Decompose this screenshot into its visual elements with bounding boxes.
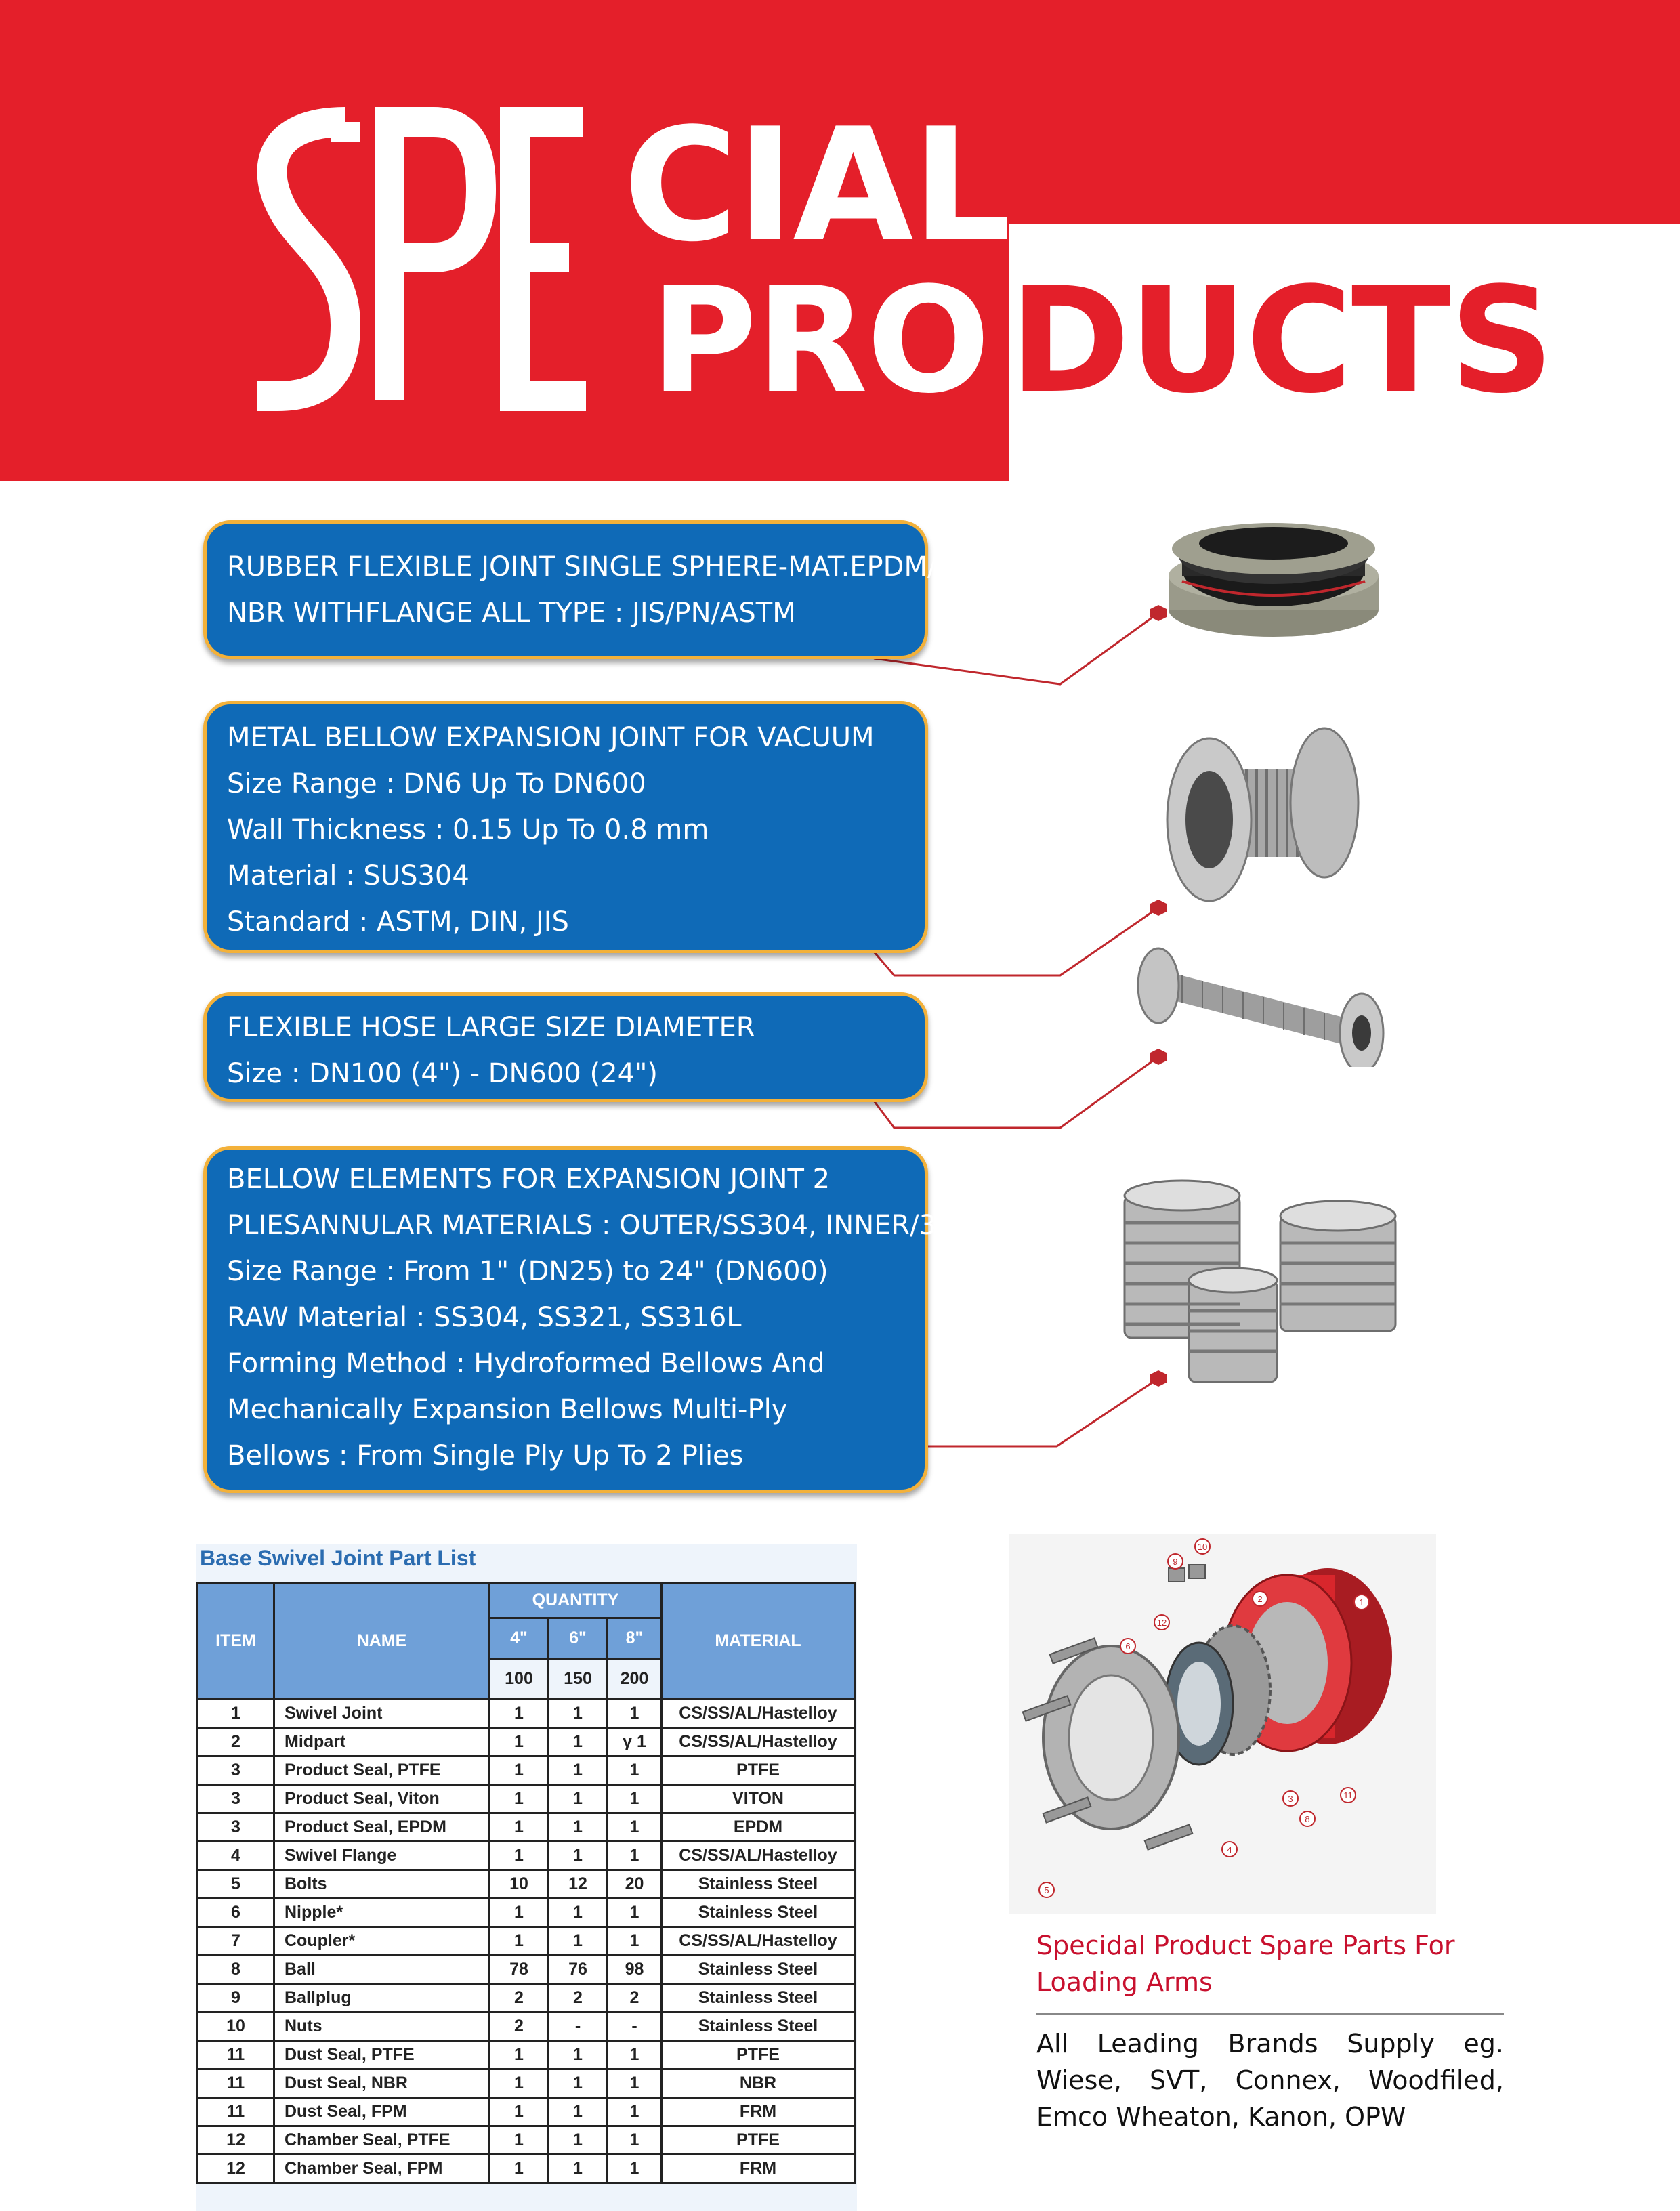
table-row (198, 2126, 855, 2155)
product-line: RUBBER FLEXIBLE JOINT SINGLE SPHERE-MAT.EPDM/ (227, 551, 937, 583)
table-row (198, 1956, 855, 1984)
cell-qty-8: 1 (608, 1899, 662, 1927)
cell-material: EPDM (662, 1813, 855, 1842)
cell-qty-6: - (549, 2013, 608, 2041)
cell-item: 3 (198, 1756, 274, 1785)
callout-label: 1 (1359, 1597, 1364, 1607)
cell-item: 11 (198, 2098, 274, 2126)
cell-item: 1 (198, 1700, 274, 1728)
table-row (198, 2155, 855, 2183)
header-material: MATERIAL (662, 1583, 855, 1700)
callout-label: 11 (1343, 1790, 1353, 1801)
spare-parts-title: Specidal Product Spare Parts For Loading Arms (1036, 1931, 1455, 1997)
table-row (198, 1700, 855, 1728)
cell-qty-8: 1 (608, 1785, 662, 1813)
product-line: Wall Thickness : 0.15 Up To 0.8 mm (227, 814, 709, 845)
cell-qty-8: 1 (608, 2069, 662, 2098)
product-box-flexible-hose (203, 992, 928, 1102)
header-item: ITEM (198, 1583, 274, 1700)
cell-item: 11 (198, 2041, 274, 2069)
product-line: Forming Method : Hydroformed Bellows And (227, 1348, 825, 1379)
cell-qty-8: 1 (608, 2098, 662, 2126)
cell-material: Stainless Steel (662, 2013, 855, 2041)
callout-label: 5 (1044, 1885, 1049, 1895)
cell-name: Nuts (274, 2013, 490, 2041)
header-size-dn: 200 (608, 1659, 662, 1700)
cell-qty-4: 1 (490, 1842, 549, 1870)
cell-material: CS/SS/AL/Hastelloy (662, 1700, 855, 1728)
cell-qty-4: 1 (490, 1756, 549, 1785)
cell-qty-6: 1 (549, 1899, 608, 1927)
cell-qty-4: 1 (490, 1899, 549, 1927)
product-line: METAL BELLOW EXPANSION JOINT FOR VACUUM (227, 722, 875, 753)
cell-qty-8: 1 (608, 2155, 662, 2183)
table-row (198, 2098, 855, 2126)
cell-qty-4: 1 (490, 2041, 549, 2069)
cell-item: 5 (198, 1870, 274, 1899)
cell-item: 3 (198, 1785, 274, 1813)
brands-supply-text: All Leading Brands Supply eg. Wiese, SVT, Connex, Woodfiled, Emco Wheaton, Kanon, OPW (1036, 2029, 1504, 2132)
cell-qty-4: 2 (490, 2013, 549, 2041)
cell-name: Ballplug (274, 1984, 490, 2013)
cell-qty-4: 1 (490, 1700, 549, 1728)
cell-item: 12 (198, 2155, 274, 2183)
cell-material: Stainless Steel (662, 1984, 855, 2013)
cell-qty-8: - (608, 2013, 662, 2041)
cell-qty-6: 1 (549, 2126, 608, 2155)
header-size-in: 8" (608, 1618, 662, 1659)
bellow-elements-icon (1118, 1168, 1409, 1392)
cell-material: Stainless Steel (662, 1899, 855, 1927)
cell-material: VITON (662, 1785, 855, 1813)
cell-material: Stainless Steel (662, 1870, 855, 1899)
cell-name: Product Seal, PTFE (274, 1756, 490, 1785)
product-line: Mechanically Expansion Bellows Multi-Ply (227, 1394, 788, 1425)
parts-table-body (198, 1700, 855, 2183)
cell-qty-8: 20 (608, 1870, 662, 1899)
cell-qty-6: 1 (549, 2041, 608, 2069)
cell-qty-6: 1 (549, 1785, 608, 1813)
header-pro: PRO (650, 255, 989, 425)
cell-material: CS/SS/AL/Hastelloy (662, 1728, 855, 1756)
cell-qty-8: 2 (608, 1984, 662, 2013)
cell-name: Ball (274, 1956, 490, 1984)
header-cial: CIAL (623, 96, 1010, 276)
parts-table-title: Base Swivel Joint Part List (200, 1546, 476, 1570)
product-line: Standard : ASTM, DIN, JIS (227, 906, 569, 938)
cell-material: Stainless Steel (662, 1956, 855, 1984)
cell-item: 2 (198, 1728, 274, 1756)
cell-qty-6: 1 (549, 1700, 608, 1728)
cell-qty-6: 1 (549, 2155, 608, 2183)
header-size-dn: 150 (549, 1659, 608, 1700)
cell-name: Product Seal, Viton (274, 1785, 490, 1813)
cell-qty-4: 1 (490, 1813, 549, 1842)
swivel-joint-exploded-diagram (1009, 1534, 1436, 1914)
cell-qty-6: 76 (549, 1956, 608, 1984)
cell-item: 11 (198, 2069, 274, 2098)
cell-qty-4: 1 (490, 2098, 549, 2126)
cell-material: PTFE (662, 2126, 855, 2155)
callout-label: 2 (1257, 1594, 1263, 1604)
cell-qty-6: 1 (549, 1842, 608, 1870)
callout-label: 9 (1173, 1557, 1178, 1567)
cell-name: Bolts (274, 1870, 490, 1899)
table-row (198, 1842, 855, 1870)
cell-material: CS/SS/AL/Hastelloy (662, 1842, 855, 1870)
cell-item: 9 (198, 1984, 274, 2013)
header-name: NAME (274, 1583, 490, 1700)
cell-qty-8: 98 (608, 1956, 662, 1984)
table-row (198, 2041, 855, 2069)
cell-qty-4: 1 (490, 1785, 549, 1813)
cell-qty-8: 1 (608, 1700, 662, 1728)
cell-name: Swivel Flange (274, 1842, 490, 1870)
product-line: Material : SUS304 (227, 860, 469, 891)
cell-qty-4: 1 (490, 2069, 549, 2098)
table-row (198, 1813, 855, 1842)
cell-qty-8: 1 (608, 2041, 662, 2069)
cell-item: 3 (198, 1813, 274, 1842)
cell-name: Product Seal, EPDM (274, 1813, 490, 1842)
cell-qty-6: 1 (549, 2069, 608, 2098)
cell-qty-4: 1 (490, 1728, 549, 1756)
cell-item: 12 (198, 2126, 274, 2155)
flexible-hose-icon (1128, 945, 1399, 1067)
product-line: Bellows : From Single Ply Up To 2 Plies (227, 1440, 744, 1471)
cell-qty-4: 78 (490, 1956, 549, 1984)
cell-item: 10 (198, 2013, 274, 2041)
callout-label: 6 (1125, 1641, 1131, 1651)
cell-qty-8: γ 1 (608, 1728, 662, 1756)
product-box-metal-bellow (203, 701, 928, 953)
cell-qty-8: 1 (608, 1756, 662, 1785)
cell-qty-4: 1 (490, 1927, 549, 1956)
cell-item: 8 (198, 1956, 274, 1984)
header-ducts: DUCTS (1009, 255, 1553, 425)
product-line: NBR WITHFLANGE ALL TYPE : JIS/PN/ASTM (227, 597, 796, 629)
divider (1036, 2013, 1504, 2015)
table-row (198, 1899, 855, 1927)
cell-qty-6: 1 (549, 1728, 608, 1756)
product-line: FLEXIBLE HOSE LARGE SIZE DIAMETER (227, 1012, 755, 1043)
cell-material: PTFE (662, 2041, 855, 2069)
cell-qty-6: 1 (549, 2098, 608, 2126)
cell-qty-8: 1 (608, 1927, 662, 1956)
cell-name: Chamber Seal, FPM (274, 2155, 490, 2183)
product-line: Size : DN100 (4") - DN600 (24") (227, 1058, 658, 1089)
cell-material: FRM (662, 2098, 855, 2126)
cell-item: 7 (198, 1927, 274, 1956)
cell-material: FRM (662, 2155, 855, 2183)
parts-table (196, 1582, 856, 2184)
cell-qty-6: 1 (549, 1927, 608, 1956)
product-line: RAW Material : SS304, SS321, SS316L (227, 1302, 742, 1333)
table-row (198, 2013, 855, 2041)
table-row (198, 1984, 855, 2013)
product-box-bellow-elements (203, 1146, 971, 1493)
cell-name: Dust Seal, NBR (274, 2069, 490, 2098)
callout-label: 4 (1227, 1845, 1232, 1855)
rubber-flexible-joint-icon (1162, 501, 1385, 644)
header-size-dn: 100 (490, 1659, 549, 1700)
cell-qty-4: 1 (490, 2155, 549, 2183)
cell-item: 4 (198, 1842, 274, 1870)
product-line: BELLOW ELEMENTS FOR EXPANSION JOINT 2 (227, 1164, 831, 1195)
cell-name: Coupler* (274, 1927, 490, 1956)
callout-label: 10 (1197, 1542, 1208, 1552)
callout-label: 3 (1288, 1794, 1293, 1804)
table-row (198, 1927, 855, 1956)
cell-material: CS/SS/AL/Hastelloy (662, 1927, 855, 1956)
header-size-in: 4" (490, 1618, 549, 1659)
cell-name: Swivel Joint (274, 1700, 490, 1728)
table-row (198, 2069, 855, 2098)
product-line: Size Range : DN6 Up To DN600 (227, 768, 646, 799)
cell-material: NBR (662, 2069, 855, 2098)
cell-name: Nipple* (274, 1899, 490, 1927)
callout-label: 8 (1305, 1814, 1310, 1824)
cell-name: Dust Seal, PTFE (274, 2041, 490, 2069)
product-line: Size Range : From 1" (DN25) to 24" (DN600) (227, 1256, 828, 1287)
cell-name: Midpart (274, 1728, 490, 1756)
cell-qty-6: 12 (549, 1870, 608, 1899)
product-box-rubber-joint (203, 520, 937, 659)
callout-label: 12 (1156, 1618, 1167, 1628)
cell-qty-4: 10 (490, 1870, 549, 1899)
header-size-in: 6" (549, 1618, 608, 1659)
metal-bellow-expansion-joint-icon (1162, 721, 1365, 904)
table-row (198, 1728, 855, 1756)
cell-qty-6: 1 (549, 1813, 608, 1842)
cell-item: 6 (198, 1899, 274, 1927)
table-row (198, 1785, 855, 1813)
header-quantity: QUANTITY (490, 1583, 662, 1618)
table-row (198, 1870, 855, 1899)
cell-qty-6: 2 (549, 1984, 608, 2013)
cell-qty-8: 1 (608, 2126, 662, 2155)
table-row (198, 1756, 855, 1785)
cell-qty-4: 1 (490, 2126, 549, 2155)
cell-name: Dust Seal, FPM (274, 2098, 490, 2126)
cell-qty-8: 1 (608, 1813, 662, 1842)
cell-qty-8: 1 (608, 1842, 662, 1870)
cell-qty-4: 2 (490, 1984, 549, 2013)
cell-qty-6: 1 (549, 1756, 608, 1785)
product-line: PLIESANNULAR MATERIALS : OUTER/SS304, INNER/321 (227, 1210, 971, 1241)
cell-material: PTFE (662, 1756, 855, 1785)
cell-name: Chamber Seal, PTFE (274, 2126, 490, 2155)
